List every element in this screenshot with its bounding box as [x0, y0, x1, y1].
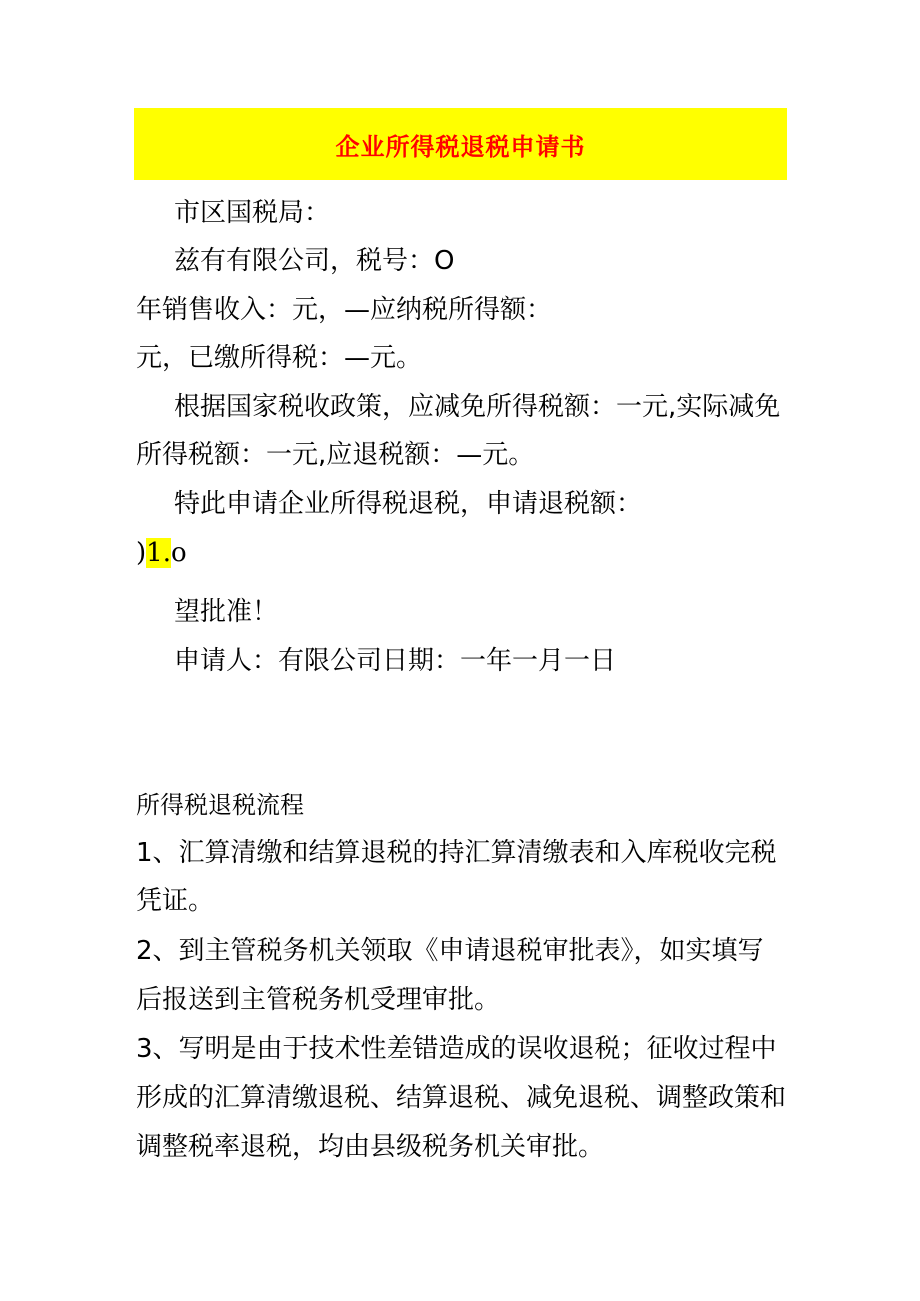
step-2-line-2: 后报送到主管税务机受理审批。 [136, 985, 501, 1015]
step-1-line-1: 1、汇算清缴和结算退税的持汇算清缴表和入库税收完税 [136, 838, 777, 868]
signature-line: 申请人：有限公司日期：一年一月一日 [174, 646, 617, 676]
policy-line-2: 所得税额：一元,应退税额：—元。 [136, 440, 535, 470]
amount-prefix: ) [136, 538, 147, 568]
paid-line: 元，已缴所得税：—元。 [136, 343, 423, 373]
step-1-line-2: 凭证。 [136, 886, 215, 916]
title-banner [134, 108, 787, 180]
addressee: 市区国税局： [174, 198, 331, 228]
step-3-line-2: 形成的汇算清缴退税、结算退税、减免退税、调整政策和 [136, 1083, 787, 1113]
approval-line: 望批准！ [174, 597, 279, 627]
request-line: 特此申请企业所得税退税，申请退税额： [174, 489, 643, 519]
company-line: 兹有有限公司，税号：O [174, 246, 455, 276]
policy-line-1: 根据国家税收政策，应减免所得税额：一元,实际减免 [174, 392, 781, 422]
page-title: 企业所得税退税申请书 [335, 132, 586, 161]
amount-highlight: 1. [146, 538, 171, 568]
income-line: 年销售收入：元，—应纳税所得额： [136, 295, 553, 325]
amount-suffix: o [170, 538, 187, 568]
step-3-line-1: 3、写明是由于技术性差错造成的误收退税；征收过程中 [136, 1034, 777, 1064]
refund-amount [136, 538, 187, 568]
step-2-line-1: 2、到主管税务机关领取《申请退税审批表》，如实填写 [136, 936, 764, 966]
process-heading: 所得税退税流程 [136, 791, 304, 819]
step-3-line-3: 调整税率退税，均由县级税务机关审批。 [136, 1132, 605, 1162]
